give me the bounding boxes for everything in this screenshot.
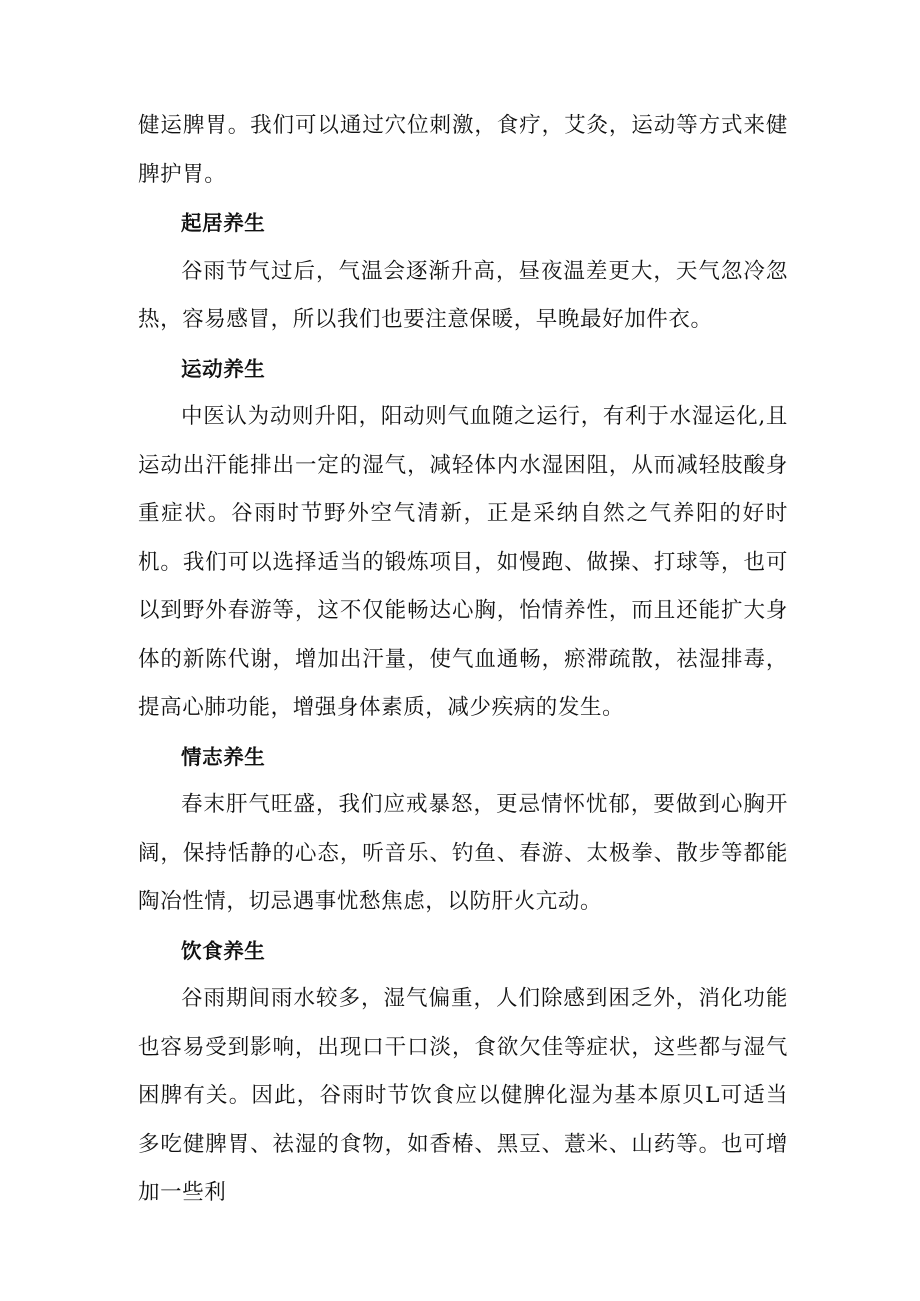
intro-continuation-paragraph: 健运脾胃。我们可以通过穴位刺激，食疗，艾灸，运动等方式来健脾护胃。 [138, 113, 788, 187]
section-diet [138, 927, 788, 1218]
section-paragraph: 谷雨期间雨水较多，湿气偏重，人们除感到困乏外，消化功能也容易受到影响，出现口干口淡，食欲欠佳等症状，这些都与湿气困脾有关。因此，谷雨时节饮食应以健脾化湿为基本原贝L可适当多吃健脾胃、祛湿的食物，如香椿、黑豆、薏米、山药等。也可增加一些利 [138, 986, 788, 1205]
section-paragraph: 谷雨节气过后，气温会逐渐升高，昼夜温差更大，天气忽冷忽热，容易感冒，所以我们也要注意保暖，早晚最好加件衣。 [138, 258, 788, 332]
section-heading: 情志养生 [181, 744, 266, 769]
section-heading: 起居养生 [181, 211, 266, 235]
section-exercise [138, 345, 788, 733]
section-heading: 饮食养生 [181, 938, 266, 963]
section-living [138, 199, 788, 345]
section-heading: 运动养生 [181, 356, 266, 381]
section-emotion [138, 733, 788, 927]
section-paragraph: 中医认为动则升阳，阳动则气血随之运行，有利于水湿运化,且运动出汗能排出一定的湿气，减轻体内水湿困阻，从而减轻肢酸身重症状。谷雨时节野外空气清新，正是采纳自然之气养阳的好时机。我们可以选择适当的锻炼项目，如慢跑、做操、打球等，也可以到野外春游等，这不仅能畅达心胸，怡情养性，而且还能扩大身体的新陈代谢，增加出汗量，使气血通畅，瘀滞疏散，祛湿排毒，提高心肺功能，增强身体素质，减少疾病的发生。 [138, 404, 788, 720]
document-page [138, 102, 788, 1218]
section-paragraph: 春末肝气旺盛，我们应戒暴怒，更忌情怀忧郁，要做到心胸开阔，保持恬静的心态，听音乐、钓鱼、春游、太极拳、散步等都能陶冶性情，切忌遇事忧愁焦虑，以防肝火亢动。 [138, 792, 788, 914]
